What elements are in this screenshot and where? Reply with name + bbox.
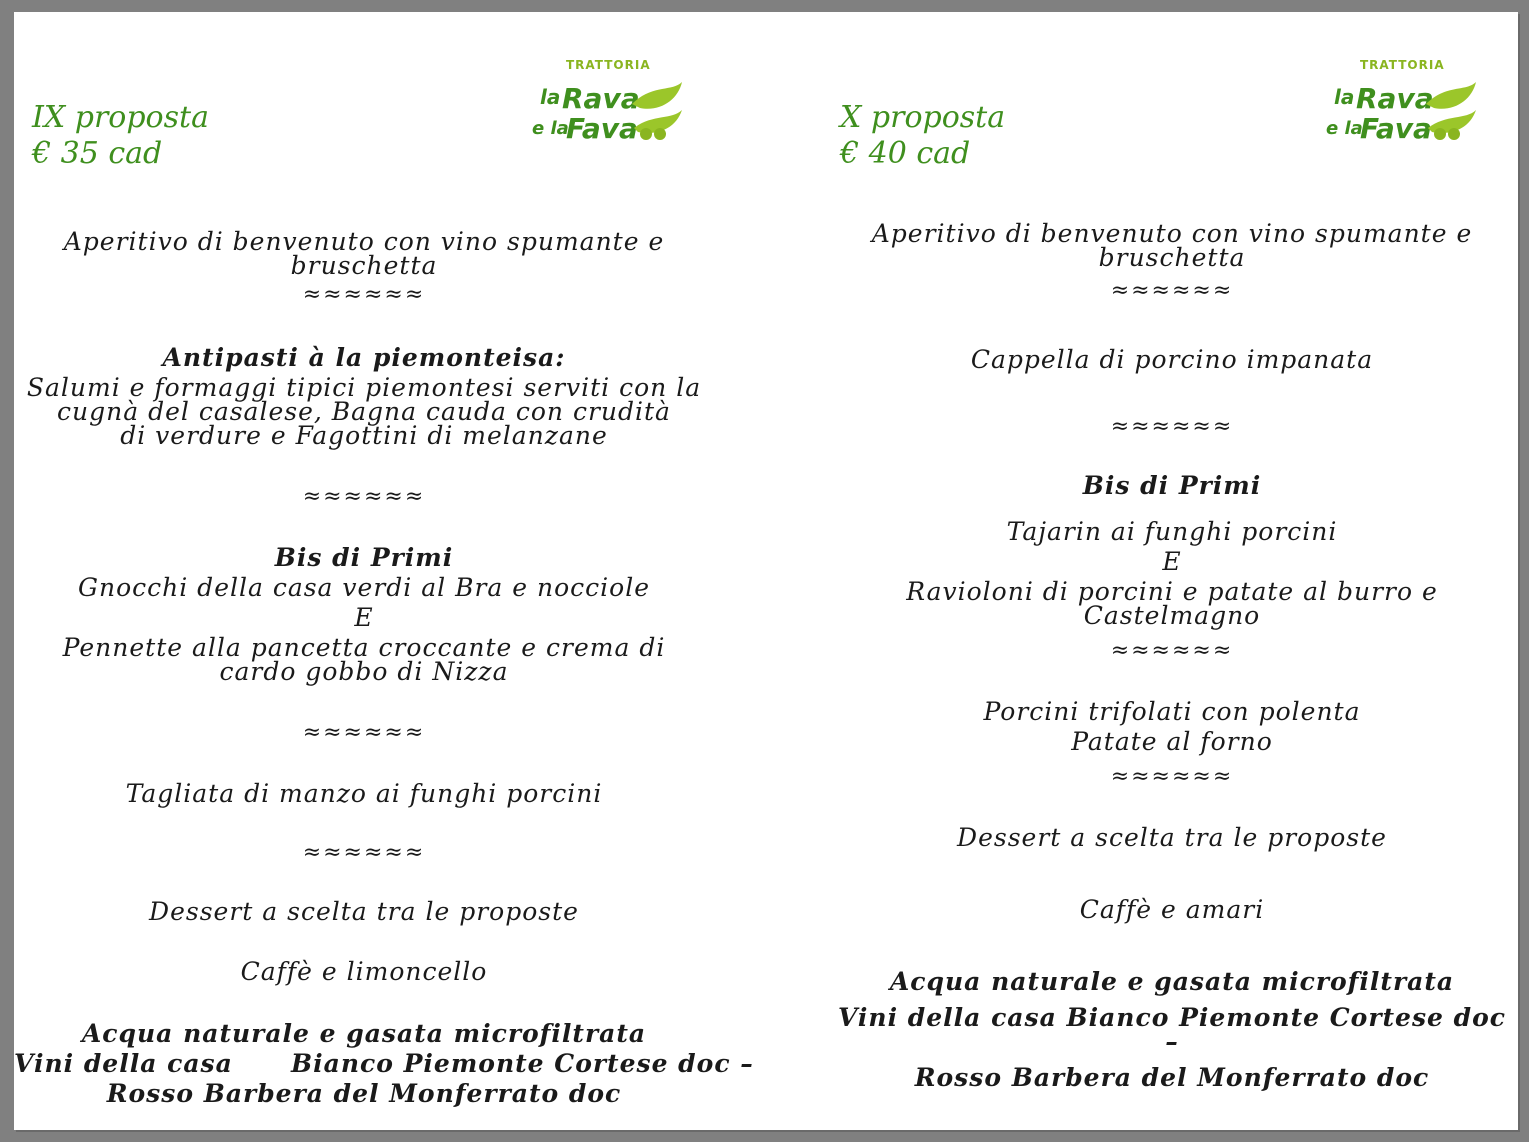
menu-page (14, 12, 1518, 1130)
left-secondo: Tagliata di manzo ai funghi porcini (125, 779, 603, 808)
right-proposal-name: X proposta (840, 100, 1006, 135)
left-proposal-price: € 35 cad (32, 136, 163, 171)
right-menu-title (840, 100, 1005, 172)
svg-text:Fava: Fava (566, 112, 638, 145)
left-separator-3: ≈≈≈≈≈≈ (302, 720, 426, 745)
right-caffe: Caffè e amari (1079, 895, 1265, 924)
left-aperitivo-line1: Aperitivo di benvenuto con vino spumante e (63, 227, 665, 256)
left-menu-items (14, 227, 754, 1108)
left-menu-title (32, 100, 209, 172)
right-antipasto: Cappella di porcino impanata (970, 345, 1374, 374)
svg-text:Rava: Rava (1356, 82, 1434, 115)
left-primo-conjunction: E (354, 603, 374, 632)
left-vini-line2: Rosso Barbera del Monferrato doc (106, 1079, 622, 1108)
left-menu-column (14, 12, 754, 1130)
svg-text:e la: e la (532, 118, 569, 139)
right-separator-4: ≈≈≈≈≈≈ (1110, 764, 1234, 789)
svg-text:Rava: Rava (562, 82, 640, 115)
right-secondo-line1: Porcini trifolati con polenta (983, 697, 1361, 726)
logo-trattoria-text-right: TRATTORIA (1360, 58, 1445, 72)
svg-text:Fava: Fava (1360, 112, 1432, 145)
logo-graphic (532, 74, 692, 154)
left-primo-2-line2: cardo gobbo di Nizza (219, 657, 509, 686)
right-aperitivo-line2: bruschetta (1098, 243, 1246, 272)
left-antipasti-line1: Salumi e formaggi tipici piemontesi serviti con la (26, 373, 702, 402)
left-antipasti-line2: cugnà del casalese, Bagna cauda con crudità (57, 397, 671, 426)
left-dessert: Dessert a scelta tra le proposte (149, 897, 579, 926)
left-aperitivo-line2: bruschetta (290, 251, 438, 280)
right-separator-3: ≈≈≈≈≈≈ (1110, 638, 1234, 663)
left-separator-4: ≈≈≈≈≈≈ (302, 840, 426, 865)
svg-text:la: la (1334, 85, 1355, 109)
left-primo-1: Gnocchi della casa verdi al Bra e nocciole (78, 573, 650, 602)
right-separator-2: ≈≈≈≈≈≈ (1110, 414, 1234, 439)
right-menu-column (834, 12, 1510, 1130)
left-antipasti-line3: di verdure e Fagottini di melanzane (120, 421, 608, 450)
right-aperitivo-line1: Aperitivo di benvenuto con vino spumante e (871, 219, 1473, 248)
left-proposal-name: IX proposta (32, 100, 209, 135)
left-antipasti-title: Antipasti à la piemonteisa: (162, 343, 566, 372)
right-primo-2-line1: Ravioloni di porcini e patate al burro e (906, 577, 1438, 606)
right-primo-2-line2: Castelmagno (1083, 601, 1261, 630)
svg-text:la: la (540, 85, 561, 109)
logo-trattoria-text: TRATTORIA (566, 58, 651, 72)
left-vini-line1: Vini della casa Bianco Piemonte Cortese doc – (14, 1049, 754, 1078)
left-primo-2-line1: Pennette alla pancetta croccante e crema di (62, 633, 666, 662)
svg-text:e la: e la (1326, 118, 1363, 139)
trattoria-logo (532, 56, 702, 156)
left-primi-title: Bis di Primi (274, 543, 454, 572)
right-acqua: Acqua naturale e gasata microfiltrata (889, 967, 1455, 996)
right-vini-line1: Vini della casa Bianco Piemonte Cortese doc – (837, 1003, 1507, 1056)
right-vini-line2: Rosso Barbera del Monferrato doc (914, 1063, 1430, 1092)
right-primo-1: Tajarin ai funghi porcini (1006, 517, 1338, 546)
left-acqua: Acqua naturale e gasata microfiltrata (81, 1019, 647, 1048)
logo-graphic-right (1326, 74, 1486, 154)
left-caffe: Caffè e limoncello (240, 957, 488, 986)
right-primo-conjunction: E (1162, 547, 1182, 576)
right-dessert: Dessert a scelta tra le proposte (957, 823, 1387, 852)
left-separator-1: ≈≈≈≈≈≈ (302, 282, 426, 307)
trattoria-logo-right (1326, 56, 1496, 156)
left-separator-2: ≈≈≈≈≈≈ (302, 484, 426, 509)
right-menu-items (834, 219, 1510, 1092)
right-secondo-line2: Patate al forno (1071, 727, 1273, 756)
right-separator-1: ≈≈≈≈≈≈ (1110, 278, 1234, 303)
right-proposal-price: € 40 cad (840, 136, 971, 171)
right-primi-title: Bis di Primi (1082, 471, 1262, 500)
